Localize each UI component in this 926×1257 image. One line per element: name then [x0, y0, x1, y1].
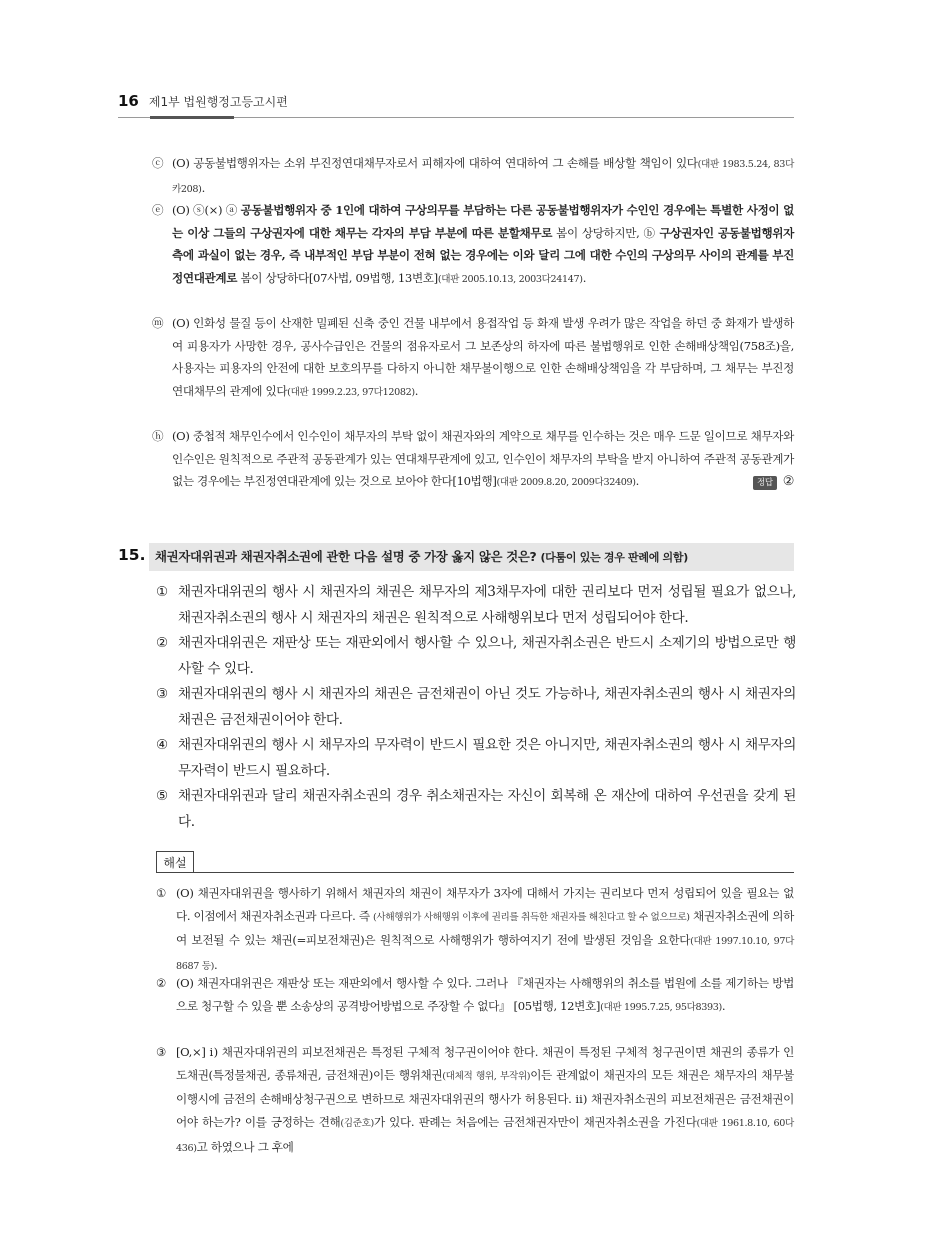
option-mark: ⑤: [156, 788, 168, 804]
option-mark: ①: [156, 584, 168, 600]
item-note: (사해행위가 사해행위 이후에 권리를 취득한 채권자를 해친다고 할 수 없으므로): [373, 911, 690, 923]
item-note: (김준호): [340, 1118, 374, 1130]
item-mark: ③: [156, 1045, 167, 1059]
prev-explanation-item: [152, 425, 794, 495]
item-end: .: [582, 271, 587, 286]
item-text: (O) 인화성 물질 등이 산재한 밀폐된 신축 중인 건물 내부에서 용접작업 등 화재 발생 우려가 많은 작업을 하던 중 화재가 발생하여 피용자가 사망한 경우, 공사수급인은 건물의 점유자로서 그 보존상의 하자에 따른 불법행위로 인한 손해배상책임(758조)을, 사용자는 피용자의 안전에 대한 보호의무를 다하지 아니한 채무불이행으로 인한 손해배상책임을 각 부담하며, 그 채무는 부진정연대채무의 관계에 있다: [172, 316, 794, 399]
answer-option: [156, 733, 796, 784]
item-text: (O) 채권자대위권을 행사하기 위해서 채권자의 채권이 채무자가 3자에 대해서 가지는 권리보다 먼저 성립되어 있을 필요는 없다. 이점에서 채권자취소권과 다르다. 즉: [176, 886, 794, 923]
item-end: .: [721, 998, 726, 1013]
page-number: 16: [118, 92, 139, 110]
item-text: 봄이 상당하지만, ⓑ: [552, 225, 660, 240]
prev-explanation-item: [152, 152, 794, 201]
case-citation: (대판 1961.8.10, 60다436): [176, 1118, 794, 1154]
item-text: 이든 관계없이 채권자의 모든 채권은 채무자의 채무불이행시에 금전의 손해배상청구권으로 변하므로 채권자대위권의 행사가 허용된다. ⅱ) 채권자취소권의 피보전채권은 금전채권이어야 하는가? 이를 긍정하는 견해: [176, 1067, 794, 1130]
chapter-title: 제1부 법원행정고등고시편: [148, 95, 288, 109]
item-mark: ⓗ: [152, 429, 164, 443]
item-mark: ①: [156, 886, 167, 900]
option-text: 채권자대위권의 행사 시 채권자의 채권은 채무자의 제3채무자에 대한 권리보다 먼저 성립될 필요가 없으나, 채권자취소권의 행사 시 채권자의 채권은 원칙적으로 사해행위보다 먼저 성립되어야 한다.: [178, 584, 796, 626]
question-number: 15.: [118, 546, 146, 564]
item-text: (O) ⓢ(×) ⓐ: [172, 203, 241, 217]
item-mark: ⓔ: [152, 203, 164, 217]
question-text: 채권자대위권과 채권자취소권에 관한 다음 설명 중 가장 옳지 않은 것은?: [155, 549, 537, 564]
option-text: 채권자대위권과 달리 채권자취소권의 경우 취소채권자는 자신이 회복해 온 재산에 대하여 우선권을 갖게 된다.: [178, 788, 796, 830]
item-mark: ⓜ: [152, 316, 164, 330]
item-text: 가 있다. 판례는 처음에는 금전채권자만이 채권자취소권을 가진다: [373, 1115, 697, 1130]
item-bold-text: 구상권자인 공동불법행위자 측에 과실이 없는 경우, 즉 내부적인 부담 부분이 전혀 없는 경우에는 이와 달리 그에 대한 수인의 구상의무 사이의 관계를 부진정연대관계로: [172, 225, 795, 286]
item-text: 고 하였으나 그 후에: [196, 1139, 294, 1154]
case-citation: (대판 1999.2.23, 97다12082): [287, 387, 415, 399]
answer-option: [156, 580, 796, 631]
explanation-item: [156, 972, 794, 1019]
item-end: .: [635, 474, 639, 489]
answer-option: [156, 631, 796, 682]
question-note: (다툼이 있는 경우 판례에 의함): [540, 551, 688, 564]
explanation-item: [156, 882, 794, 979]
item-mark: ②: [156, 976, 167, 990]
item-end: .: [414, 384, 419, 399]
option-mark: ③: [156, 686, 168, 702]
case-citation: (대판 2009.8.20, 2009다32409): [496, 477, 636, 489]
answer-value: ②: [782, 474, 794, 490]
answer-indicator: [753, 471, 794, 494]
item-bold-text: 공동불법행위자 중 1인에 대하여 구상의무를 부담하는 다른 공동불법행위자가 수인인 경우에는 특별한 사정이 없는 이상 그들의 구상권자에 대한 채무는 각자의 부담 부분에 따른 분할채무로: [172, 203, 794, 240]
case-citation: (대판 1997.10.10, 97다8687 등): [176, 936, 794, 973]
item-text: (O) 중첩적 채무인수에서 인수인이 채무자의 부탁 없이 채권자와의 계약으로 채무를 인수하는 것은 매우 드문 일이므로 채무자와 인수인은 원칙적으로 주관적 공동관계가 있는 연대채무관계에 있고, 인수인이 채무자의 부탁을 받지 아니하여 주관적 공동관계가 없는 경우에는 부진정연대관계에 있는 것으로 보아야 한다[10법행]: [172, 429, 794, 489]
item-text: (O) 공동불법행위자는 소위 부진정연대채무자로서 피해자에 대하여 연대하여 그 손해를 배상할 책임이 있다: [172, 156, 698, 170]
item-note: (대체적 행위, 부작위): [442, 1070, 531, 1082]
item-end: .: [201, 180, 205, 195]
item-text: (O) 채권자대위권은 재판상 또는 재판외에서 행사할 수 있다. 그러나 『채권자는 사해행위의 취소를 법원에 소를 제기하는 방법으로 청구할 수 있을 뿐 소송상의 공격방어방법으로 주장할 수 없다』 [05법행, 12변호]: [176, 976, 794, 1013]
question-stem: [149, 543, 794, 571]
option-mark: ④: [156, 737, 168, 753]
case-citation: (대판 1995.7.25, 95다8393): [600, 1001, 722, 1013]
case-citation: (대판 2005.10.13, 2003다24147): [437, 274, 583, 286]
explanation-rule: [194, 872, 794, 873]
option-mark: ②: [156, 635, 168, 651]
explanation-item: [156, 1041, 794, 1161]
case-citation: (대판 1983.5.24, 83다카208): [172, 159, 794, 195]
item-text: 채권자취소권에 의하여 보전될 수 있는 채권(=피보전채권)은 원칙적으로 사해행위가 행하여지기 전에 발생된 것임을 요한다: [176, 908, 794, 948]
option-text: 채권자대위권의 행사 시 채무자의 무자력이 반드시 필요한 것은 아니지만, 채권자취소권의 행사 시 채무자의 무자력이 반드시 필요하다.: [178, 737, 796, 779]
answer-option: [156, 682, 796, 733]
item-end: .: [214, 958, 218, 973]
item-text: [O,×] ⅰ) 채권자대위권의 피보전채권은 특정된 구체적 청구권이어야 한다. 채권이 특정된 구체적 청구권이면 채권의 종류가 인도채권(특정물채권, 종류채권, 금전채권)이든 행위채권: [176, 1045, 794, 1082]
page-header: [118, 92, 288, 112]
explanation-label: 해설: [156, 851, 194, 873]
option-text: 채권자대위권은 재판상 또는 재판외에서 행사할 수 있으나, 채권자취소권은 반드시 소제기의 방법으로만 행사할 수 있다.: [178, 635, 796, 677]
prev-explanation-item: [152, 312, 794, 405]
item-text: 봄이 상당하다[07사법, 09법행, 13변호]: [237, 271, 438, 286]
answer-option: [156, 784, 796, 835]
prev-explanation-item: [152, 199, 794, 292]
item-mark: ⓒ: [152, 156, 164, 170]
answer-badge: 정답: [753, 476, 777, 490]
header-accent: [150, 116, 234, 119]
option-text: 채권자대위권의 행사 시 채권자의 채권은 금전채권이 아닌 것도 가능하나, 채권자취소권의 행사 시 채권자의 채권은 금전채권이어야 한다.: [178, 686, 796, 728]
